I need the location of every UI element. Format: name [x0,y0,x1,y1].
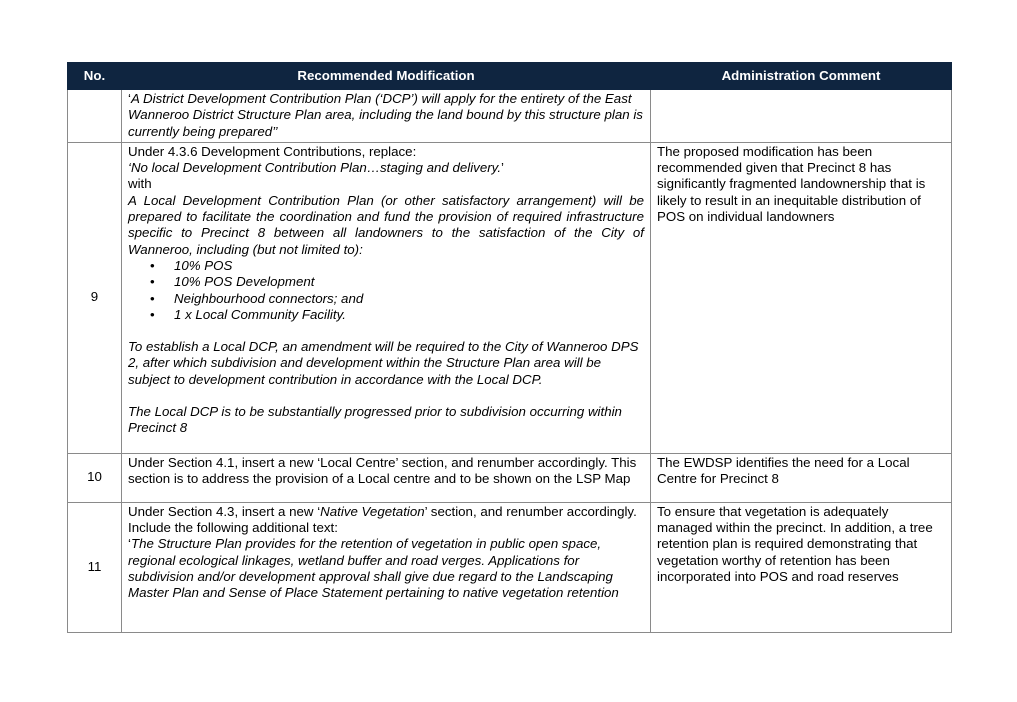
modifications-table [67,62,952,633]
cell-no [68,90,122,143]
header-modification: Recommended Modification [122,63,651,90]
table-row-11 [68,502,952,632]
header-row [68,63,952,90]
row11-quote: ‘The Structure Plan provides for the retention of vegetation in public open space, regional ecological linkages, wetland buffer and road verges. Applications for subdivision and/or development approval shall give due regard to the Landscaping Master Plan and Sense of Place Statement pertaining to native vegetation retention [128,536,619,601]
list-item: • 1 x Local Community Facility. [174,307,644,323]
header-no: No. [68,63,122,90]
row9-para2: To establish a Local DCP, an amendment will be required to the City of Wanneroo DPS 2, after which subdivision and development within the Structure Plan area will be subject to development contribution in accordance with the Local DCP. [128,339,639,387]
row11-intro: Under Section 4.3, insert a new ‘Native Vegetation’ section, and renumber accordingly. Include the following additional text: [128,503,637,536]
row9-para1: A Local Development Contribution Plan (or other satisfactory arrangement) will be prepared to facilitate the coordination and fund the provision of required infrastructure specific to Precinct 8 between all landowners to the satisfaction of the City of Wanneroo, including (but not limited to): [128,192,644,257]
header-comment: Administration Comment [651,63,952,90]
cell-modification: Under Section 4.1, insert a new ‘Local Centre’ section, and renumber accordingly. This section is to address the provision of a Local centre and to be shown on the LSP Map [122,453,651,502]
list-item: • 10% POS Development [174,274,644,290]
table-row-10 [68,453,952,502]
row-number: 9 [68,142,122,453]
row-number: 10 [68,453,122,502]
row9-quote1: ‘No local Development Contribution Plan…staging and delivery.’ [128,160,504,176]
list-item: • 10% POS [174,258,644,274]
row-number: 11 [68,502,122,632]
spacer [128,388,644,404]
cell-modification [122,502,651,632]
cell-comment: The proposed modification has been recommended given that Precinct 8 has significantly fragmented landownership that is likely to result in an inequitable distribution of POS on individual landowners [651,142,952,453]
cell-modification: ‘A District Development Contribution Plan (‘DCP’) will apply for the entirety of the East Wanneroo District Structure Plan area, including the land bound by this structure plan is currently being prepared’’ [122,90,651,143]
row9-with: with [128,176,152,192]
row9-line1: Under 4.3.6 Development Contributions, replace: [128,143,417,159]
row9-para3: The Local DCP is to be substantially progressed prior to subdivision occurring within Precinct 8 [128,404,622,436]
cell-comment: The EWDSP identifies the need for a Local Centre for Precinct 8 [651,453,952,502]
cell-comment: To ensure that vegetation is adequately managed within the precinct. In addition, a tree retention plan is required demonstrating that vegetation worthy of retention has been incorporated into POS and road reserves [651,502,952,632]
spacer [128,323,644,339]
row9-bullet-list [128,258,644,323]
table-row-continuation [68,90,952,143]
cell-comment [651,90,952,143]
continuation-quote: A District Development Contribution Plan (‘DCP’) will apply for the entirety of the East Wanneroo District Structure Plan area, including the land bound by this structure plan is currently being prepared’’ [128,91,643,139]
cell-modification [122,142,651,453]
list-item: • Neighbourhood connectors; and [174,291,644,307]
table-row-9 [68,142,952,453]
